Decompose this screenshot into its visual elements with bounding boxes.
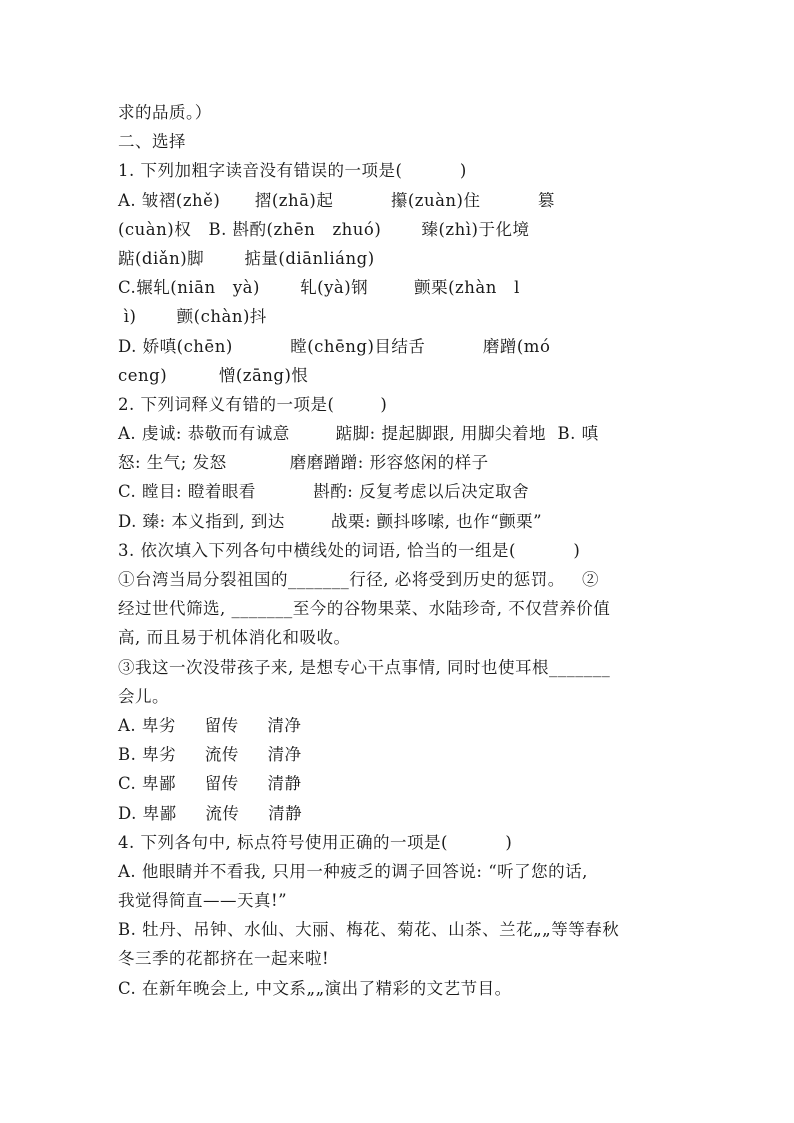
question-1-option-b: (cuàn)权 B. 斟酌(zhēn zhuó) 臻(zhì)于化境	[118, 219, 530, 239]
question-2-stem: 2. 下列词释义有错的一项是( )	[118, 394, 388, 414]
text-line: 求的品质。）	[118, 103, 212, 122]
text-line: 高, 而且易于机体消化和吸收。	[118, 628, 351, 648]
text-line: 会儿。	[118, 686, 169, 706]
question-4-stem: 4. 下列各句中, 标点符号使用正确的一项是( )	[118, 832, 513, 852]
question-1-option-c: C.辗轧(niān yà) 轧(yà)钢 颤栗(zhàn l	[118, 278, 520, 298]
question-3-option-a: A. 卑劣 留传 清净	[118, 715, 302, 735]
question-1-option-a: A. 皱褶(zhě) 摺(zhā)起 攥(zuàn)住 篡	[118, 190, 555, 210]
text-line: ceng) 憎(zāng)恨	[118, 365, 309, 385]
text-line: ì) 颤(chàn)抖	[118, 307, 267, 327]
text-line: 冬三季的花都挤在一起来啦!	[118, 949, 330, 969]
question-3-stem: 3. 依次填入下列各句中横线处的词语, 恰当的一组是( )	[118, 540, 581, 560]
question-4-option-c: C. 在新年晚会上, 中文系„„演出了精彩的文艺节目。	[118, 978, 512, 998]
question-1-option-d: D. 娇嗔(chēn) 瞠(chēng)目结舌 磨蹭(mó	[118, 336, 551, 356]
question-1-stem: 1. 下列加粗字读音没有错误的一项是( )	[118, 161, 467, 181]
question-3-sentence-2: 经过世代筛选, _______至今的谷物果菜、水陆珍奇, 不仅营养价值	[118, 599, 611, 619]
question-3-option-c: C. 卑鄙 留传 清静	[118, 774, 302, 794]
section-heading: 二、选择	[118, 132, 186, 152]
question-2-option-d: D. 臻: 本义指到, 到达 战栗: 颤抖哆嗦, 也作“颤栗”	[118, 511, 543, 531]
question-3-sentence-1: ①台湾当局分裂祖国的_______行径, 必将受到历史的惩罚。 ②	[118, 570, 599, 589]
question-4-option-a: A. 他眼睛并不看我, 只用一种疲乏的调子回答说: “听了您的话,	[118, 861, 588, 881]
question-2-option-c: C. 瞠目: 瞪着眼看 斟酌: 反复考虑以后决定取舍	[118, 482, 530, 502]
text-line: 怒: 生气; 发怒 磨磨蹭蹭: 形容悠闲的样子	[118, 453, 489, 473]
question-3-sentence-3: ③我这一次没带孩子来, 是想专心干点事情, 同时也使耳根_______	[118, 657, 611, 677]
question-text-block	[118, 98, 698, 1003]
question-2-option-a: A. 虔诚: 恭敬而有诚意 踮脚: 提起脚跟, 用脚尖着地 B. 嗔	[118, 424, 599, 444]
text-line: 我觉得简直——天真!”	[118, 891, 288, 911]
question-4-option-b: B. 牡丹、吊钟、水仙、大丽、梅花、菊花、山茶、兰花„„等等春秋	[118, 920, 620, 940]
question-3-option-d: D. 卑鄙 流传 清静	[118, 803, 303, 823]
text-line: 踮(diǎn)脚 掂量(diānliáng)	[118, 248, 375, 268]
question-3-option-b: B. 卑劣 流传 清净	[118, 745, 302, 765]
